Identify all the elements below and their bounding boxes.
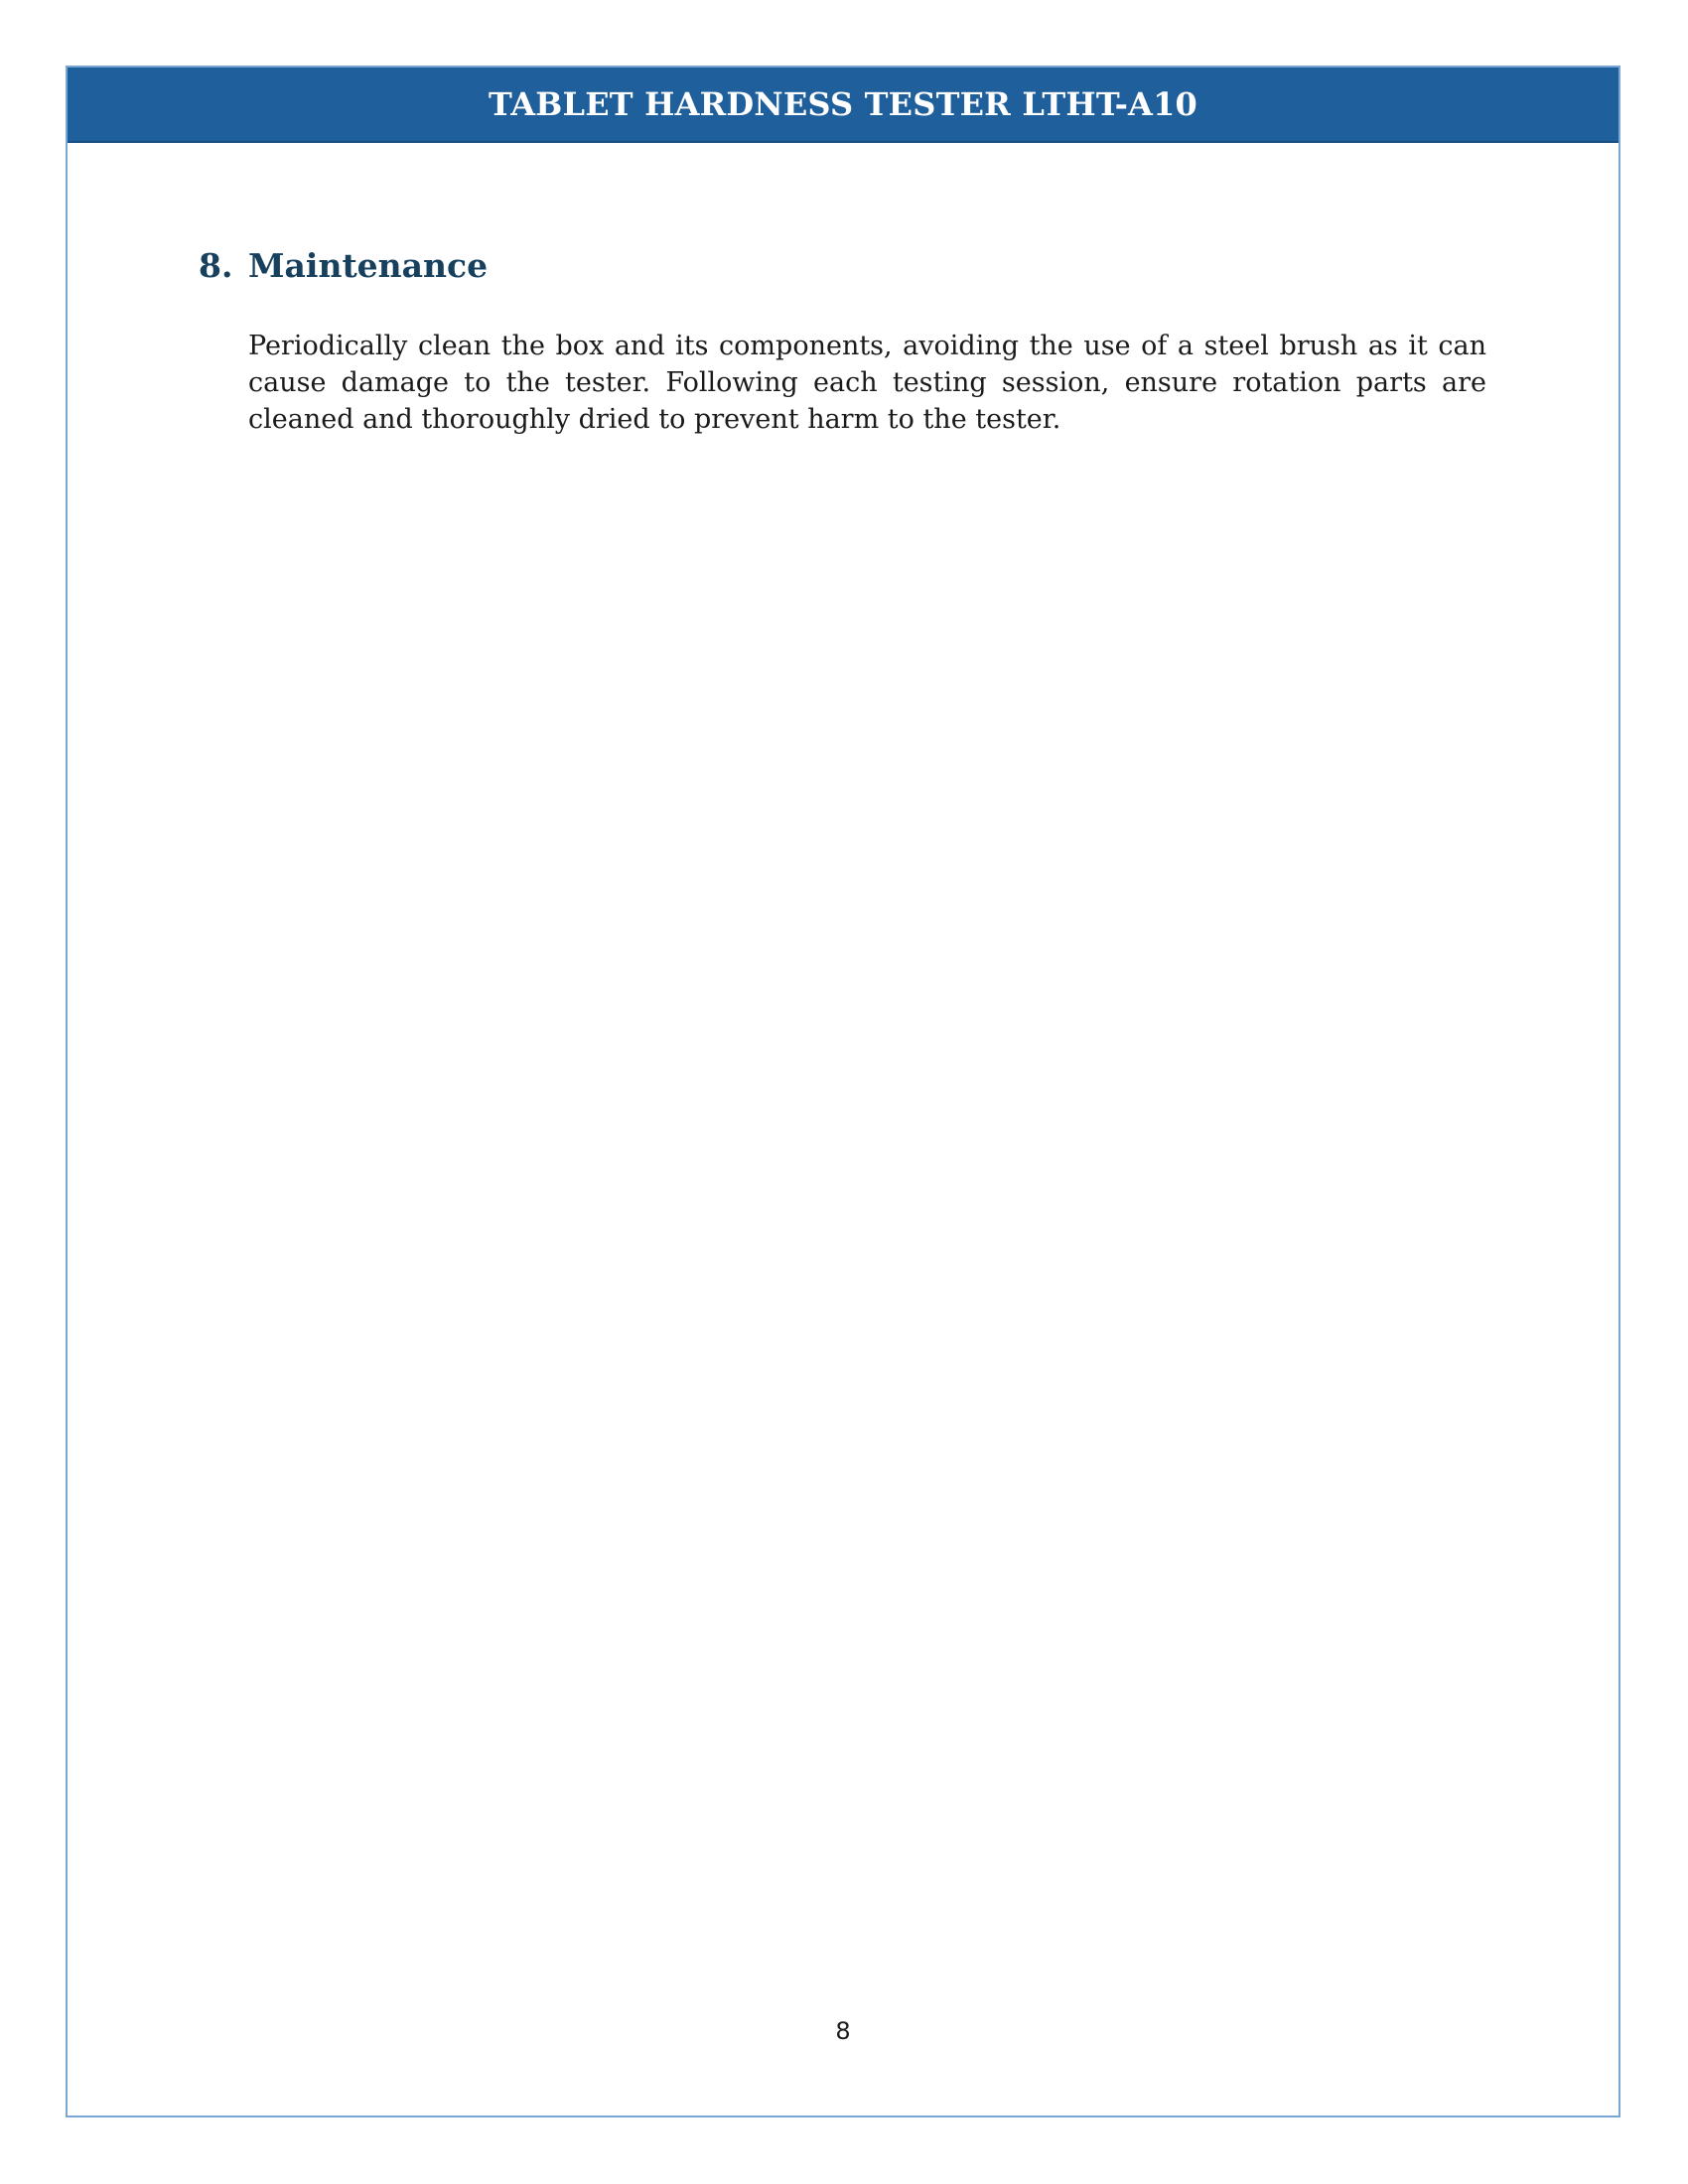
document-title: TABLET HARDNESS TESTER LTHT-A10	[488, 85, 1198, 123]
section-number: 8.	[199, 246, 233, 285]
section-heading	[199, 246, 488, 285]
section-title: Maintenance	[248, 246, 489, 285]
section-body-paragraph: Periodically clean the box and its components, avoiding the use of a steel brush as it can cause damage to the tester. Following each testing session, ensure rotation parts are cleaned and thoroughly dried to prevent harm to the tester.	[248, 331, 1486, 435]
page-number: 8	[835, 2017, 851, 2045]
header-band	[68, 68, 1618, 143]
page-frame	[66, 66, 1620, 2117]
